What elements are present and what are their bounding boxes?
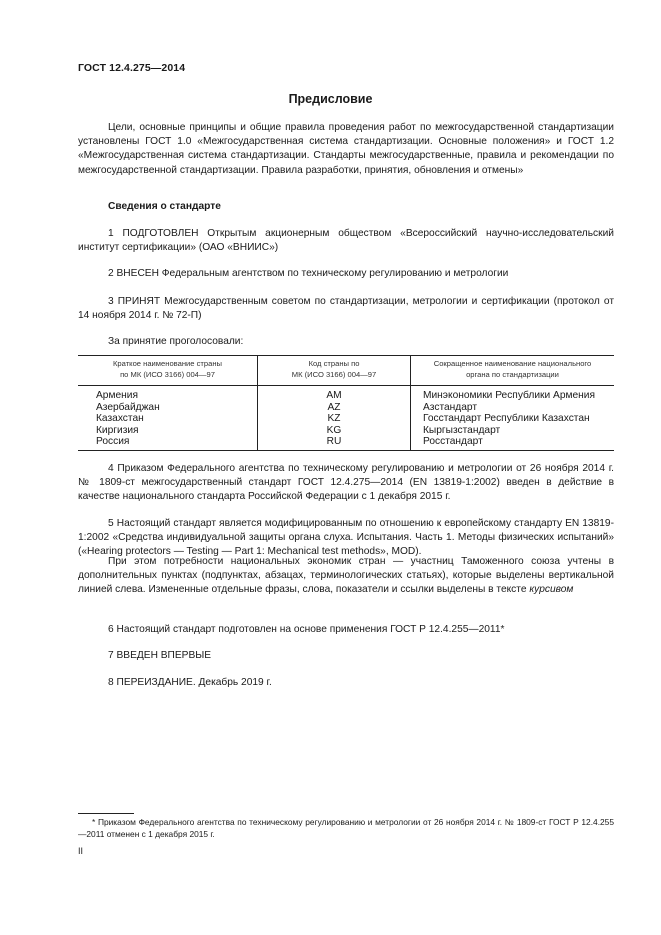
section-heading: Сведения о стандарте xyxy=(108,201,221,212)
item-introduced: 7 ВВЕДЕН ВПЕРВЫЕ xyxy=(108,650,212,661)
footnote-rule xyxy=(78,813,134,814)
standards-body: Росстандарт xyxy=(423,436,483,448)
item-modified: 5 Настоящий стандарт является модифицированным по отношению к европейскому стандарту EN 13819-1:2002 «Средства индивидуальной защиты органа слуха. Испытания. Часть 1. Методы физических испытаний» («Hearing protectors — Testing — Part 1: Mechanical test methods», MOD). xyxy=(78,518,614,558)
table-header-body: Сокращенное наименование национального органа по стандартизации xyxy=(411,356,615,386)
voting-table xyxy=(78,355,614,451)
country-code: RU xyxy=(326,436,342,448)
document-id: ГОСТ 12.4.275—2014 xyxy=(78,62,186,74)
table-cell-bodies xyxy=(411,386,615,451)
country-name: Армения xyxy=(96,390,138,401)
table-row xyxy=(78,386,614,451)
table-header-country: Краткое наименование страны по МК (ИСО 3166) 004—97 xyxy=(78,356,258,386)
country-code: AM xyxy=(326,390,342,401)
italic-word: курсивом xyxy=(529,584,574,596)
item-submitted: 2 ВНЕСЕН Федеральным агентством по техническому регулированию и метрологии xyxy=(108,268,509,279)
country-name: Азербайджан xyxy=(96,401,160,413)
table-cell-codes xyxy=(258,386,411,451)
country-code: KG xyxy=(326,424,342,436)
country-name: Казахстан xyxy=(96,413,144,425)
item-modified-note xyxy=(78,555,614,598)
standards-body: Кыргызстандарт xyxy=(423,424,501,436)
footnote: * Приказом Федерального агентства по техническому регулированию и метрологии от 26 ноября 2014 г. № 1809-ст ГОСТ Р 12.4.255—2011 отменен с 1 декабря 2015 г. xyxy=(78,817,614,839)
item-order: 4 Приказом Федерального агентства по техническому регулированию и метрологии от 26 ноября 2014 г. № 1809-ст межгосударственный стандарт ГОСТ 12.4.275—2014 (EN 13819-1:2002) введен в действие в качестве национального стандарта Российской Федерации с 1 декабря 2015 г. xyxy=(78,463,614,503)
page-number: II xyxy=(78,846,84,856)
intro-paragraph: Цели, основные принципы и общие правила проведения работ по межгосударственной стандартизации установлены ГОСТ 1.0 «Межгосударственная система стандартизации. Основные положения» и ГОСТ 1.2 «Межгосударственная система стандартизации. Стандарты межгосударственные, правила и рекомендации по межгосударственной стандартизации. Правила разработки, принятия, обновления и отмены» xyxy=(78,122,614,176)
standards-body: Минэкономики Республики Армения xyxy=(423,390,595,401)
standards-body: Азстандарт xyxy=(423,401,478,413)
country-name: Россия xyxy=(96,436,130,448)
country-code: KZ xyxy=(327,413,341,425)
page-title: Предисловие xyxy=(288,92,373,106)
item-modified-note-text: При этом потребности национальных экономик стран — участниц Таможенного союза учтены в дополнительных пунктах (подпунктах, абзацах, терминологических статьях), которые выделены вертикальной линией слева. Измененные отдельные фразы, слова, показатели и ссылки выделены в тексте xyxy=(78,556,614,596)
vote-intro: За принятие проголосовали: xyxy=(108,336,244,347)
table-header-row xyxy=(78,356,614,386)
country-name: Киргизия xyxy=(96,424,139,436)
table-header-code: Код страны по МК (ИСО 3166) 004—97 xyxy=(258,356,411,386)
country-code: AZ xyxy=(327,401,341,413)
item-basis: 6 Настоящий стандарт подготовлен на основе применения ГОСТ Р 12.4.255—2011* xyxy=(108,624,505,635)
table-cell-countries xyxy=(78,386,258,451)
item-adopted: 3 ПРИНЯТ Межгосударственным советом по стандартизации, метрологии и сертификации (протокол от 14 ноября 2014 г. № 72-П) xyxy=(78,296,614,322)
item-reissue: 8 ПЕРЕИЗДАНИЕ. Декабрь 2019 г. xyxy=(108,677,272,688)
standards-body: Госстандарт Республики Казахстан xyxy=(423,413,590,425)
item-prepared: 1 ПОДГОТОВЛЕН Открытым акционерным обществом «Всероссийский научно-исследовательский институт сертификации» (ОАО «ВНИИС») xyxy=(78,228,614,254)
